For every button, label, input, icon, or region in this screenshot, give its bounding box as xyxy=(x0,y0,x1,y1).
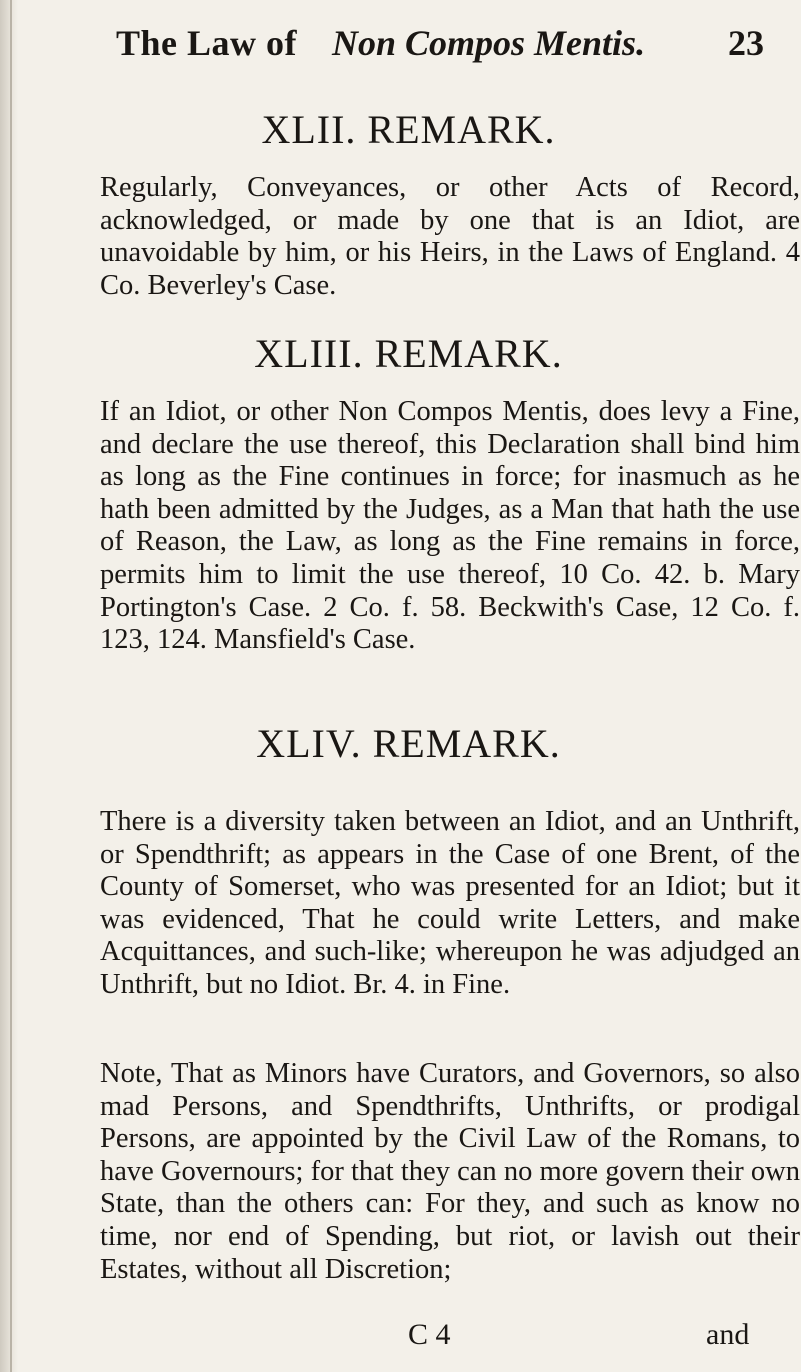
remark-44-heading: XLIV. REMARK. xyxy=(256,721,561,766)
remark-44-text: There is a diversity taken between an Idiot, and an Unthrift, or Spendthrift; as appears in the Case of one Brent, of the County of Somerset, who was presented for an Idiot; but it was evidenced, That he could write Letters, and make Acquittances, and such-like; whereupon he was adjudged an Unthrift, but no Idiot. Br. 4. in Fine. xyxy=(100,806,800,1000)
running-head-title: Non Compos Mentis. xyxy=(332,23,646,63)
remark-43-text: If an Idiot, or other Non Compos Mentis, does levy a Fine, and declare the use thereof, this Declaration shall bind him as long as the Fine continues in force; for inasmuch as he hath been admitted by the Judges, as a Man that hath the use of Reason, the Law, as long as the Fine remains in force, permits him to limit the use thereof, 10 Co. 42. b. Mary Portington's Case. 2 Co. f. 58. Beckwith's Case, 12 Co. f. 123, 124. Mansfield's Case. xyxy=(100,396,800,656)
remark-44-note-body xyxy=(62,1058,800,1286)
remark-42-text: Regularly, Conveyances, or other Acts of Record, acknowledged, or made by one that is an Idiot, are unavoidable by him, or his Heirs, in the Laws of England. 4 Co. Beverley's Case. xyxy=(100,172,800,301)
running-head-blackletter: The Law of xyxy=(116,23,298,63)
gutter-edge-line xyxy=(10,0,12,1372)
remark-42-body xyxy=(62,172,800,302)
signature-mark: C 4 xyxy=(408,1318,451,1351)
remark-43-body xyxy=(62,396,800,657)
page-gutter-shadow xyxy=(0,0,18,1372)
remark-44-body xyxy=(62,806,800,1002)
page-number: 23 xyxy=(728,23,764,63)
remark-44-note: Note, That as Minors have Curators, and Governors, so also mad Persons, and Spendthrifts, Unthrifts, or prodigal Persons, are appointed by the Civil Law of the Romans, to have Governours; for that they can no more govern their own State, than the others can: For they, and such as know no time, nor end of Spending, but riot, or lavish out their Estates, without all Discretion; xyxy=(100,1058,800,1285)
remark-42-heading: XLII. REMARK. xyxy=(261,107,556,152)
remark-43-heading: XLIII. REMARK. xyxy=(254,331,563,376)
catchword: and xyxy=(706,1318,750,1351)
running-head xyxy=(116,22,764,74)
